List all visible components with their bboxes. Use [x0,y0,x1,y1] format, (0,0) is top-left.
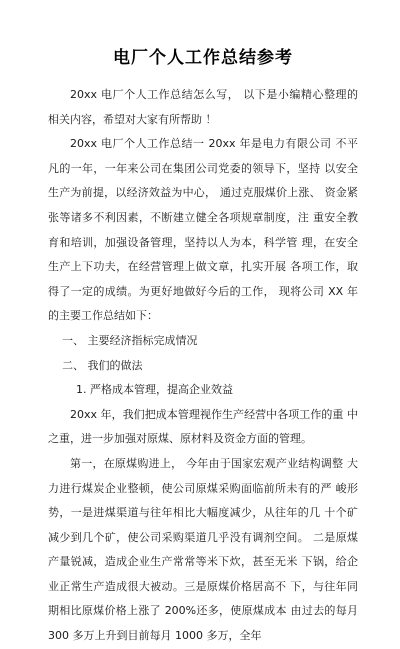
coal-purchase-paragraph: 第一，在原煤购进上， 今年由于国家宏观产业结构调整 大力进行煤炭企业整顿，使公司原煤采购面临前所未有的严 峻形势，一是进煤渠道与往年相比大幅度减少，从往年的几 十个矿减少到几个矿，使公司采购渠道几乎没有调剂空间。 二是原煤产量锐减，造成企业生产常常等米下炊，甚至无米 下锅，给企业正常生产造成很大被动。三是原煤价格居高不 下，与往年同期相比原煤价格上涨了 200%还多，使原煤成本 由过去的每月 300 多万上升到目前每月 1000 多万，全年 [48,456,358,643]
subsection-heading-cost: 1. 严格成本管理，提高企业效益 [76,383,233,397]
section-heading-indicators: 一、 主要经济指标完成情况 [62,333,198,347]
intro-paragraph: 20xx 电厂个人工作总结怎么写， 以下是小编精心整理的 相关内容，希望对大家有所帮助 ！ [48,88,358,126]
summary-paragraph: 20xx 电厂个人工作总结一 20xx 年是电力有限公司 不平凡的一年，一年来公司在集团公司党委的领导下，坚持 以安全生产为前提，以经济效益为中心， 通过克服煤价上涨、 资金紧张等诸多不利因素，不断建立健全各项规章制度，注 重安全教育和培训，加强设备管理，坚持以人为本，科学管 理，在安全生产上下功夫，在经营管理上做文章，扎实开展 各项工作，取得了一定的成绩。为更好地做好今后的工作， 现将公司 XX 年的主要工作总结如下： [48,137,358,323]
document-title: 电厂个人工作总结参考 [113,48,293,68]
cost-management-paragraph: 20xx 年，我们把成本管理视作生产经营中各项工作的重 中之重，进一步加强对原煤、原材料及资金方面的管理。 [48,407,358,446]
section-heading-methods: 二、 我们的做法 [62,358,143,372]
document-body [48,83,358,649]
